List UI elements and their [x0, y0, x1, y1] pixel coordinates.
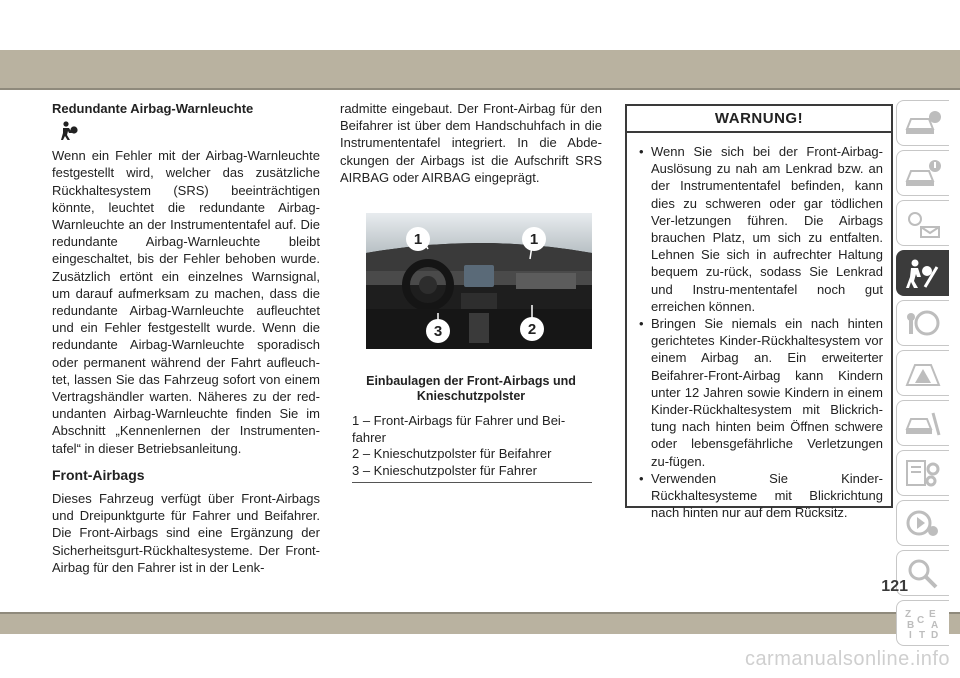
tab-multimedia[interactable]	[896, 500, 949, 546]
tab-car-alert[interactable]	[896, 150, 949, 196]
dashboard-figure	[366, 213, 592, 349]
car-alert-icon	[903, 157, 943, 189]
warning-box	[625, 104, 893, 521]
index-letters-icon	[903, 607, 943, 641]
chapter-tabs	[896, 100, 960, 650]
legend-item: 1 – Front-Airbags für Fahrer und Bei-fahrer	[352, 413, 566, 445]
warning-item: • Wenn Sie sich bei der Front-Airbag-Auslösung zu nah am Lenkrad bzw. an der Instrumententafel befinden, kann dies zu schweren oder gar tödlichen Ver-letzungen führen. Die Airbags brauchen Platz, um sich zu entfalten. Lehnen Sie sich in aufrechter Haltung bequem zu-rück, sodass Sie Lenkrad und Instru-mententafel noch gut erreichen können.	[639, 143, 883, 315]
paragraph-continuation: radmitte eingebaut. Der Front-Airbag für den Beifahrer ist über dem Handschuhfach in die Instrumententafel integriert. In die Abde-ckungen der Airbags ist die Aufschrift SRS AIRBAG oder AIRBAG eingeprägt.	[340, 101, 602, 185]
page-number: 121	[881, 578, 908, 595]
tab-servicing[interactable]	[896, 400, 949, 446]
warning-road-icon	[903, 357, 943, 389]
warning-title: WARNUNG!	[627, 106, 891, 133]
search-icon	[903, 557, 943, 589]
paragraph-redundant-airbag: Wenn ein Fehler mit der Airbag-Warnleuchte festgestellt wird, welcher das zusätzliche Rückhaltesystem (SRS) beeinträchtigen könnte, leuchtet die redundante Airbag-Warnleuchte an der Instrumententafel auf. Die redundante Airbag-Warnleuchte bleibt eingeschaltet, bis der Fehler behoben wurde. Zusätzlich ertönt ein einzelnes Warnsignal, um darauf aufmerksam zu machen, dass die redundante Airbag-Warnleuchte aufleuchtet und ein Fehler festgestellt wurde. Wenn die redundante Airbag-Warnleuchte sporadisch oder permanent während der Fahrt aufleuch-tet, lassen Sie das Fahrzeug sofort von einem Vertragshändler warten. Näheres zu der red-undanten Airbag-Warnleuchte finden Sie im Abschnitt „Kennenlernen der Instrumenten-tafel“ in dieser Betriebsanleitung.	[52, 148, 320, 456]
figure-caption: Einbaulagen der Front-Airbags und Knieschutzpolster	[366, 374, 576, 403]
legend-item: 3 – Knieschutzpolster für Fahrer	[352, 462, 537, 478]
svg-text:D: D	[931, 630, 939, 641]
tab-starting-operating[interactable]	[896, 300, 949, 346]
warning-item: • Verwenden Sie Kinder-Rückhaltesysteme mit Blickrichtung nach hinten nur auf dem Rücksitz.	[639, 470, 883, 522]
callout-3: 3	[433, 323, 443, 340]
section-heading-redundant-airbag: Redundante Airbag-Warnleuchte	[52, 101, 254, 116]
tab-car-info[interactable]	[896, 100, 949, 146]
svg-text:B: B	[907, 620, 915, 631]
left-column	[52, 100, 320, 576]
legend-item: 2 – Knieschutzpolster für Beifahrer	[352, 446, 552, 461]
airbag-warning-icon	[60, 121, 78, 141]
multimedia-icon	[903, 507, 943, 539]
tab-index[interactable]	[896, 600, 949, 646]
maintenance-gears-icon	[903, 457, 943, 489]
warning-item: • Bringen Sie niemals ein nach hinten gerichtetes Kinder-Rückhaltesystem vor einem Airbag an. Ein erweiterter Beifahrer-Front-Airbag kann Kindern unter 12 Jahren sowie Kindern in einem Kinder-Rückhaltesystem mit Blickrich-tung nach hinten beim Öffnen schwere oder lebensgefährliche Verletzungen zu-fügen.	[639, 315, 883, 470]
paragraph-front-airbags: Dieses Fahrzeug verfügt über Front-Airbags und Dreipunktgurte für Fahrer und Beifahrer. Die Front-Airbags sind eine Ergänzung der Sicherheitsgurt-Rückhaltesysteme. Der Front-Airbag für den Fahrer ist in der Lenk-	[52, 491, 320, 575]
callout-1-left: 1	[413, 231, 423, 248]
airbag-seatbelt-icon	[903, 257, 943, 289]
car-service-icon	[903, 407, 943, 439]
car-info-icon	[903, 107, 943, 139]
watermark: carmanualsonline.info	[744, 648, 950, 670]
callout-1-right: 1	[529, 231, 539, 248]
warning-list	[639, 143, 883, 521]
svg-text:I: I	[909, 630, 912, 641]
top-banner	[0, 0, 960, 52]
svg-text:Z: Z	[905, 609, 912, 620]
steering-key-icon	[903, 307, 943, 339]
legend-rule	[352, 482, 592, 483]
callout-2: 2	[527, 321, 537, 338]
tab-emergency[interactable]	[896, 350, 949, 396]
tab-safety[interactable]	[896, 250, 949, 296]
svg-text:E: E	[929, 609, 936, 620]
tab-lights-messages[interactable]	[896, 200, 949, 246]
section-heading-front-airbags: Front-Airbags	[52, 466, 145, 483]
svg-text:A: A	[931, 620, 939, 631]
bottom-banner	[0, 614, 960, 634]
tab-technical-specs[interactable]	[896, 450, 949, 496]
light-message-icon	[903, 207, 943, 239]
figure-legend	[352, 413, 592, 479]
dashboard-photo	[366, 213, 592, 349]
middle-column	[340, 100, 602, 186]
svg-text:T: T	[919, 630, 926, 641]
svg-text:C: C	[917, 615, 925, 626]
